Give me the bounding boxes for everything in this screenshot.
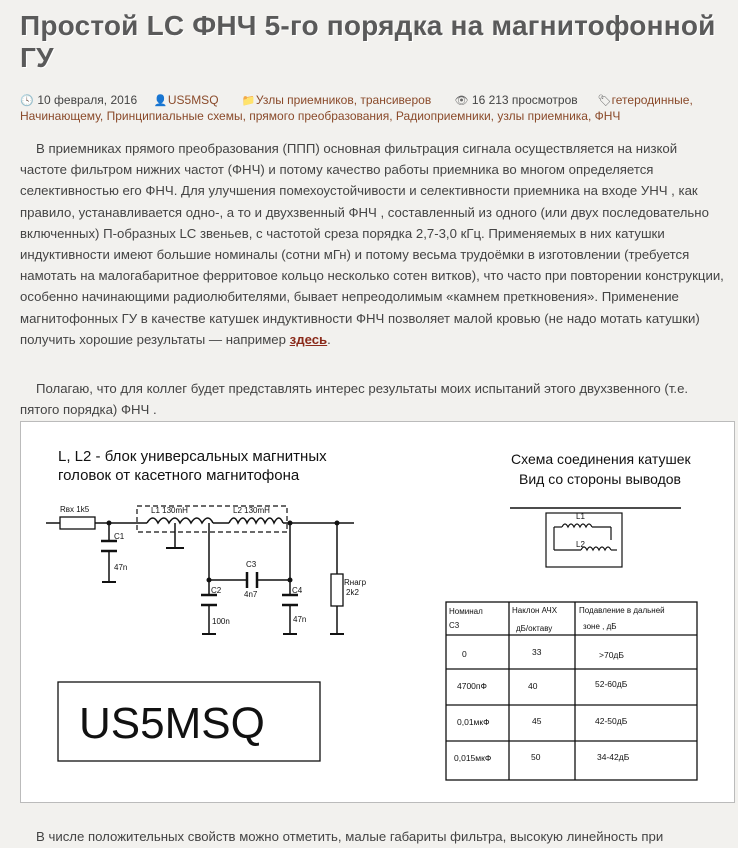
table-cell: 50 [531,752,541,762]
scheme-title-line-2: Вид со стороны выводов [519,471,681,487]
scheme-coil-l2 [581,547,611,550]
capacitor-c1 [101,541,117,551]
tags-links[interactable]: гетеродинные, Начинающему, Принципиальные схемы, прямого преобразования, Радиоприемники, узлы приемника, ФНЧ [20,93,693,123]
table-cell: 42-50дБ [595,716,628,726]
table-cell: 52-60дБ [595,679,628,689]
label-c2-val: 100n [212,617,230,626]
table-header-2-line-2: дБ/октаву [516,624,553,633]
label-c3-val: 4n7 [244,590,258,599]
tag-icon: 🏷 [597,95,612,107]
scheme-title-line-1: Схема соединения катушек [511,451,691,467]
paragraph-2: Полагаю, что для коллег будет представлять интерес результаты моих испытаний этого двухзвенного (т.е. пятого порядка) ФНЧ . [20,381,689,418]
table-cell: 4700пФ [457,681,487,691]
scheme-coil-l1 [562,524,592,527]
table-cell: 45 [532,716,542,726]
figure-heading-line-1: L, L2 - блок универсальных магнитных [58,448,327,465]
schematic-figure [20,421,735,803]
table-header-1-line-1: Номинал [449,607,483,616]
capacitor-c3 [247,572,257,588]
table-header-3-line-2: зоне , дБ [583,622,617,631]
paragraph-1-text: В приемниках прямого преобразования (ППП) основная фильтрация сигнала осуществляется на низкой частоте фильтром нижних частот (ФНЧ) и потому качество работы приемника во многом определяется селективностью его ФНЧ. Для улучшения помехоустойчивости и селективности приемника на входе УНЧ , как правило, устанавливается одно-, а то и двухзвенный ФНЧ , составленный из одного (или двух последовательно включенных) П-образных LC звеньев, с частотой среза порядка 2,7-3,0 кГц. Применяемых в них катушки индуктивности имеют большие номиналы (сотни мГн) и потому весьма трудоёмки в изготовлении (требуется намотать на малогабаритное ферритовое кольцо несколько сотен витков), что часто при повторении конструкции, особенно начинающими радиолюбителями, бывает непреодолимым «камнем преткновения». Применение магнитофонных ГУ в качестве катушек индуктивности ФНЧ позволяет малой кровью (не надо мотать катушки) получить хорошие результаты — например [20,141,724,347]
categories-links[interactable]: Узлы приемников, трансиверов [255,93,432,107]
resistor-rin [60,517,95,529]
here-link[interactable]: здесь [289,331,328,347]
table-header-2-line-1: Наклон АЧХ [512,606,558,615]
ground-symbols [102,582,344,634]
table-cell: 0 [462,649,467,659]
clock-icon: 🕓 [20,95,34,107]
resistor-load [331,574,343,606]
scheme-label-l2: L2 [576,540,585,549]
table-cell: 33 [532,647,542,657]
table-cell: >70дБ [599,650,624,660]
schematic-svg [21,422,734,802]
watermark-text: US5MSQ [79,699,265,748]
post-categories [242,93,431,107]
views-text: 16 213 просмотров [471,93,578,107]
post-title[interactable]: Простой LC ФНЧ 5-го порядка на магнитофонной ГУ [20,10,716,73]
folder-icon: 📁 [241,95,256,107]
label-l2: L2 130mH [233,506,270,515]
label-rload-val: 2k2 [346,588,359,597]
label-rin: Rвх 1k5 [60,505,90,514]
post-date [20,93,137,107]
results-table-header [449,606,665,633]
figure-heading-line-2: головок от касетного магнитофона [58,467,300,484]
post-meta [20,93,725,124]
label-c4-val: 47n [293,615,307,624]
label-l1: L1 130mH [151,506,188,515]
table-cell: 0,015мкФ [454,753,492,763]
table-cell: 34-42дБ [597,752,630,762]
table-header-1-line-2: С3 [449,621,460,630]
label-c1-val: 47n [114,563,128,572]
inductor-l1 [147,518,213,523]
paragraph-1 [20,138,724,350]
table-header-3-line-1: Подавление в дальней [579,606,665,615]
date-text: 10 февраля, 2016 [37,93,138,107]
label-c2: C2 [211,586,222,595]
post-views [455,93,578,107]
eye-icon: 👁 [454,95,469,107]
junction-dots [107,521,340,583]
label-c4: C4 [292,586,303,595]
post-author [154,93,219,107]
table-cell: 0,01мкФ [457,717,490,727]
author-link[interactable]: US5MSQ [167,93,219,107]
paragraph-1-end: . [327,331,331,347]
paragraph-3: В числе положительных свойств можно отметить, малые габариты фильтра, высокую линейность при [36,829,664,844]
capacitor-c4 [282,595,298,605]
user-icon: 👤 [153,95,168,107]
circuit-wires [46,523,354,634]
capacitor-c2 [201,595,217,605]
label-c1: C1 [114,532,125,541]
table-cell: 40 [528,681,538,691]
inductor-l2 [229,518,283,523]
label-rload: Rнагр [344,578,367,587]
label-c3: C3 [246,560,257,569]
scheme-label-l1: L1 [576,512,585,521]
